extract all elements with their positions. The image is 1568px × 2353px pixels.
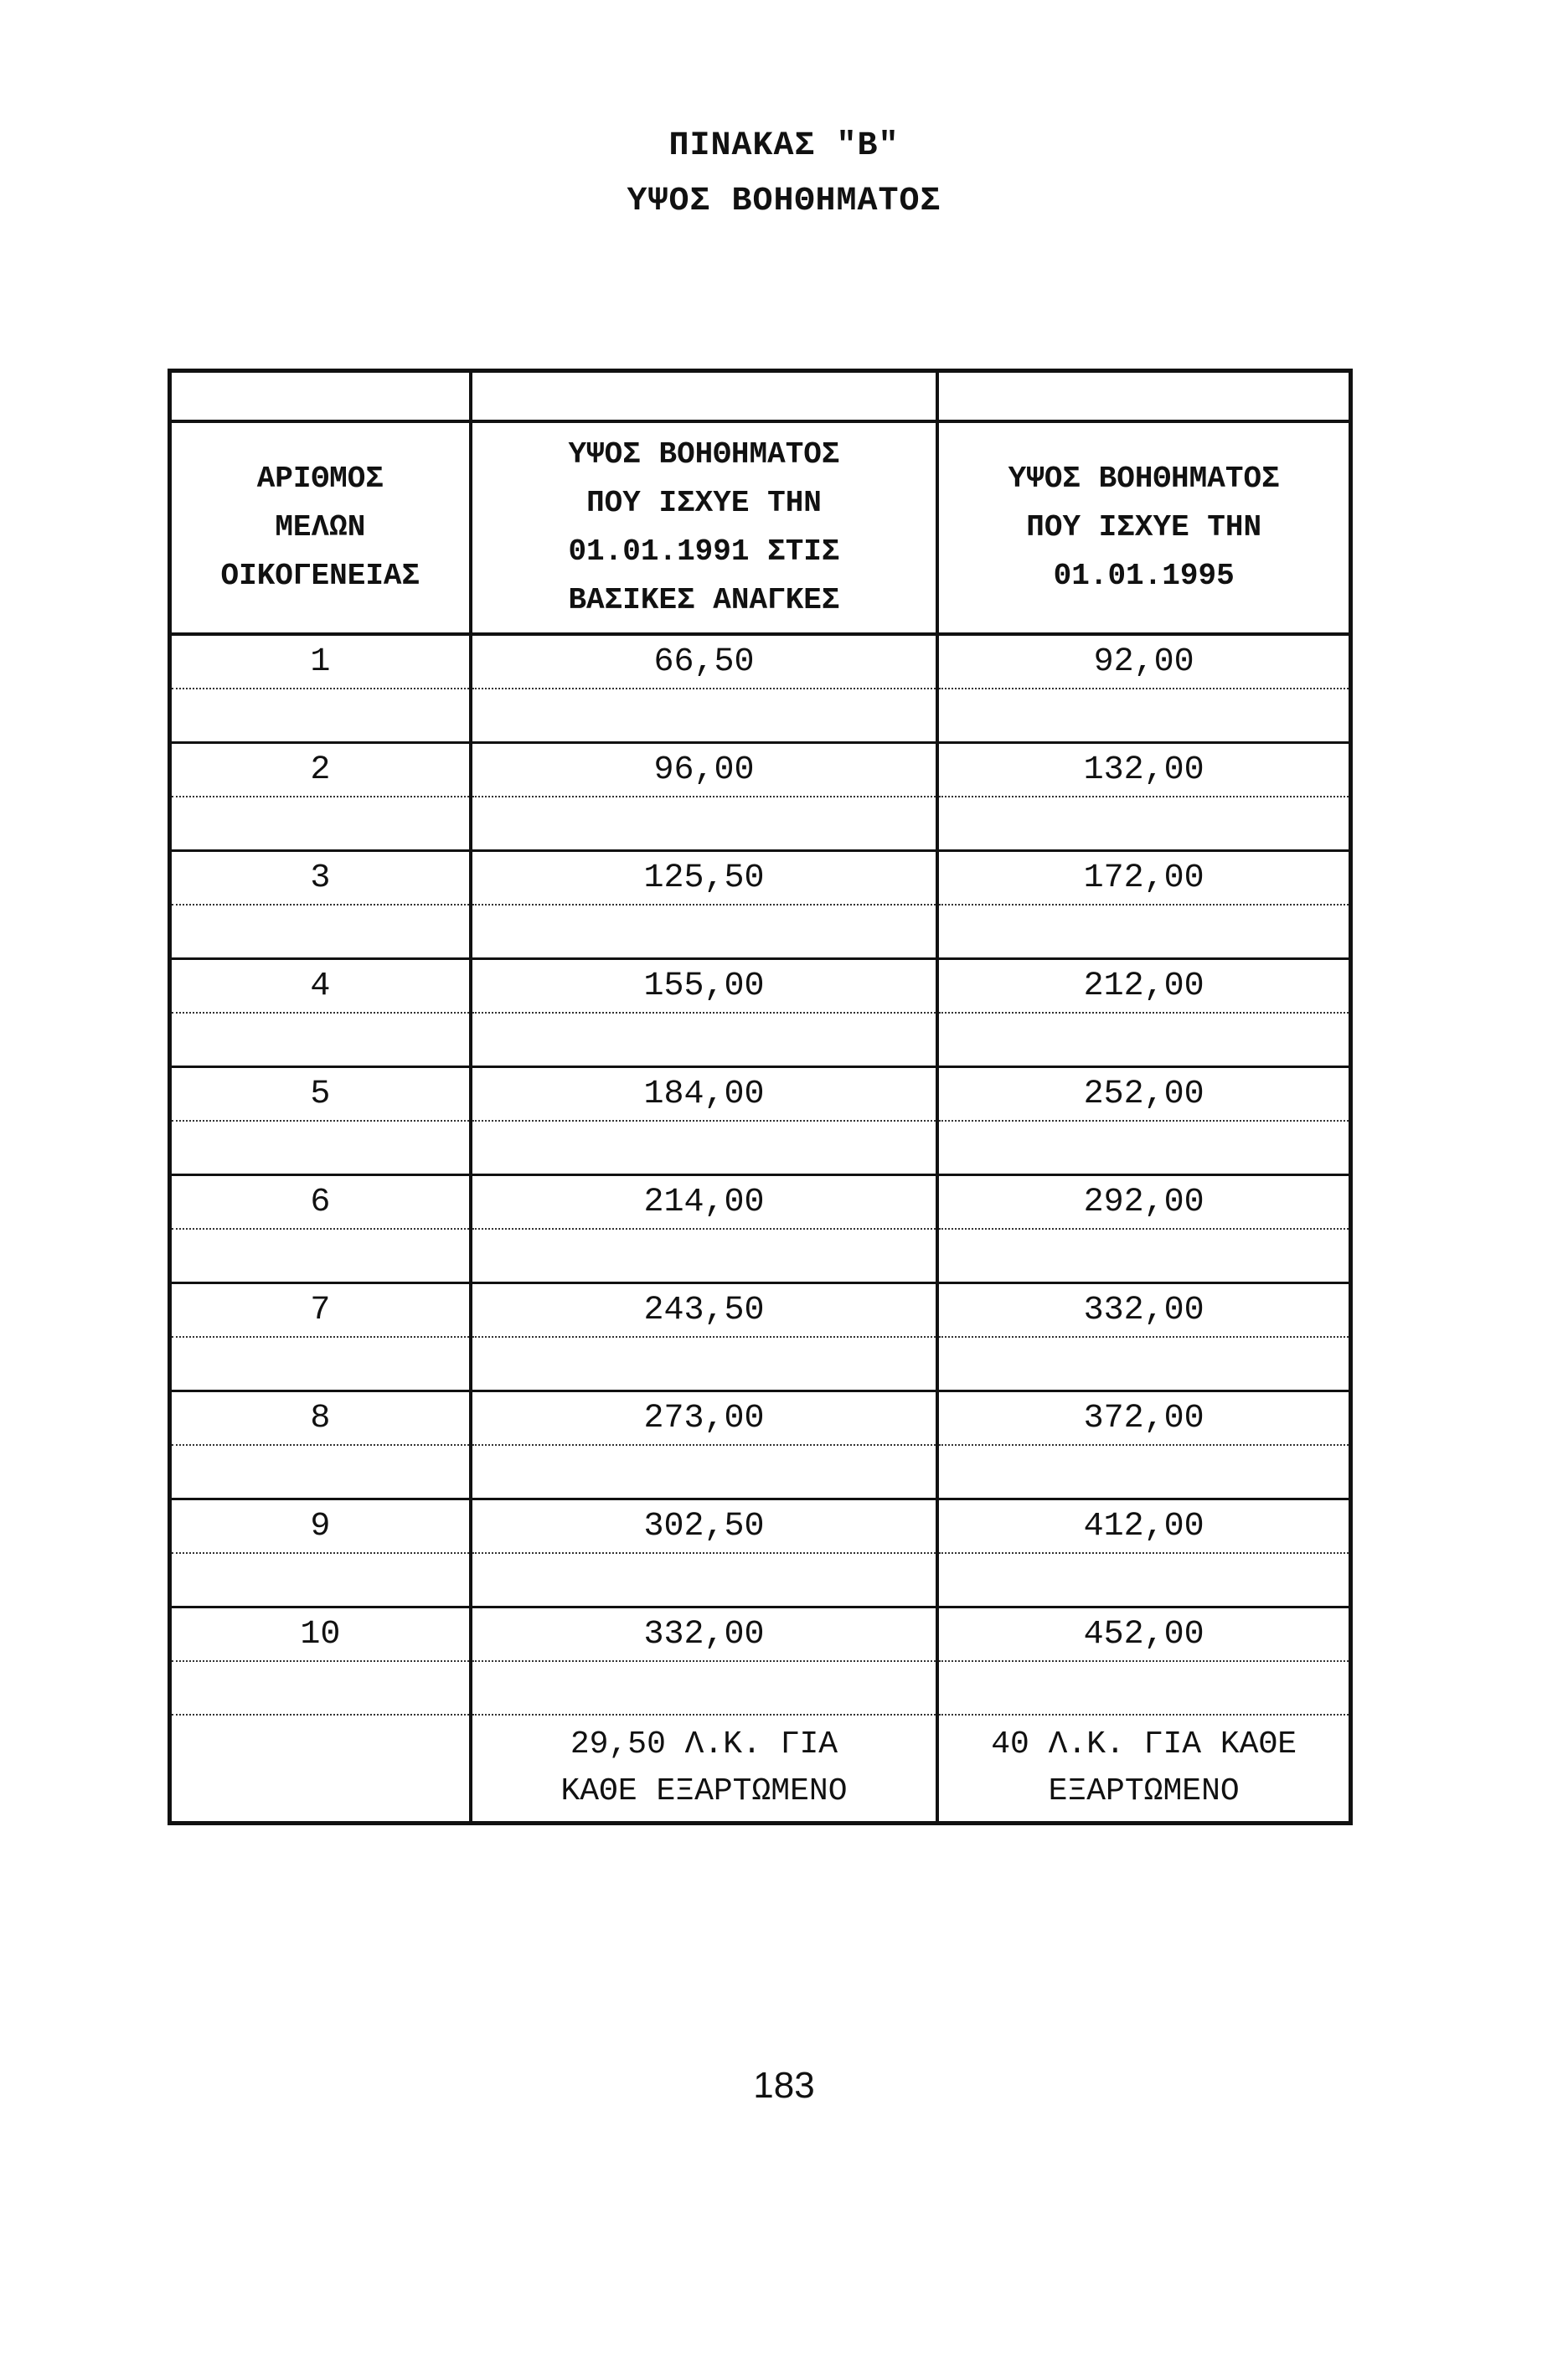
table-row <box>170 959 1351 1014</box>
cell-members: 7 <box>170 1283 471 1338</box>
spacer-row <box>170 1553 1351 1607</box>
header-amount-1995: ΥΨΟΣ ΒΟΗΘΗΜΑΤΟΣ ΠΟΥ ΙΣΧΥΕ ΤΗΝ 01.01.1995 <box>937 421 1350 634</box>
cell-amount-1995: 372,00 <box>937 1391 1350 1446</box>
cell-amount-1995: 172,00 <box>937 851 1350 906</box>
spacer-row <box>170 1337 1351 1391</box>
cell-amount-1995: 92,00 <box>937 634 1350 689</box>
cell-amount-1995: 292,00 <box>937 1175 1350 1230</box>
footer-empty-cell <box>170 1715 471 1824</box>
spacer-row <box>170 689 1351 743</box>
table-title: ΠΙΝΑΚΑΣ "Β" <box>668 127 900 165</box>
spacer-row <box>170 797 1351 851</box>
cell-amount-1995: 252,00 <box>937 1067 1350 1122</box>
spacer-row <box>170 1013 1351 1067</box>
table-row <box>170 1283 1351 1338</box>
cell-members: 2 <box>170 743 471 797</box>
cell-amount-1991: 243,50 <box>471 1283 938 1338</box>
table-row <box>170 851 1351 906</box>
table-top-empty-row <box>170 371 1351 422</box>
footer-dependent-1995: 40 Λ.Κ. ΓΙΑ ΚΑΘΕ ΕΞΑΡΤΩΜΕΝΟ <box>937 1715 1350 1824</box>
cell-amount-1995: 332,00 <box>937 1283 1350 1338</box>
spacer-row <box>170 905 1351 959</box>
cell-members: 8 <box>170 1391 471 1446</box>
cell-amount-1995: 132,00 <box>937 743 1350 797</box>
spacer-row <box>170 1229 1351 1283</box>
cell-amount-1991: 66,50 <box>471 634 938 689</box>
spacer-row <box>170 1121 1351 1175</box>
cell-members: 1 <box>170 634 471 689</box>
table-row <box>170 1175 1351 1230</box>
spacer-row <box>170 1661 1351 1715</box>
cell-amount-1995: 452,00 <box>937 1607 1350 1662</box>
table-row <box>170 1067 1351 1122</box>
cell-members: 5 <box>170 1067 471 1122</box>
table-row <box>170 1607 1351 1662</box>
cell-members: 10 <box>170 1607 471 1662</box>
cell-members: 9 <box>170 1499 471 1554</box>
benefit-table <box>168 369 1353 1825</box>
cell-members: 4 <box>170 959 471 1014</box>
cell-amount-1995: 212,00 <box>937 959 1350 1014</box>
table-subtitle: ΥΨΟΣ ΒΟΗΘΗΜΑΤΟΣ <box>627 183 941 220</box>
cell-amount-1991: 332,00 <box>471 1607 938 1662</box>
table-header-row <box>170 421 1351 634</box>
page-number: 183 <box>753 2065 815 2106</box>
cell-amount-1991: 273,00 <box>471 1391 938 1446</box>
footer-dependent-1991: 29,50 Λ.Κ. ΓΙΑ ΚΑΘΕ ΕΞΑΡΤΩΜΕΝΟ <box>471 1715 938 1824</box>
cell-amount-1995: 412,00 <box>937 1499 1350 1554</box>
table-row <box>170 743 1351 797</box>
cell-amount-1991: 302,50 <box>471 1499 938 1554</box>
cell-amount-1991: 184,00 <box>471 1067 938 1122</box>
header-amount-1991: ΥΨΟΣ ΒΟΗΘΗΜΑΤΟΣ ΠΟΥ ΙΣΧΥΕ ΤΗΝ 01.01.1991 ΣΤΙΣ ΒΑΣΙΚΕΣ ΑΝΑΓΚΕΣ <box>471 421 938 634</box>
table-row <box>170 634 1351 689</box>
table-row <box>170 1391 1351 1446</box>
table-footer-row <box>170 1715 1351 1824</box>
table-row <box>170 1499 1351 1554</box>
cell-members: 6 <box>170 1175 471 1230</box>
cell-members: 3 <box>170 851 471 906</box>
cell-amount-1991: 125,50 <box>471 851 938 906</box>
cell-amount-1991: 96,00 <box>471 743 938 797</box>
cell-amount-1991: 214,00 <box>471 1175 938 1230</box>
spacer-row <box>170 1445 1351 1499</box>
cell-amount-1991: 155,00 <box>471 959 938 1014</box>
header-members: ΑΡΙΘΜΟΣ ΜΕΛΩΝ ΟΙΚΟΓΕΝΕΙΑΣ <box>170 421 471 634</box>
